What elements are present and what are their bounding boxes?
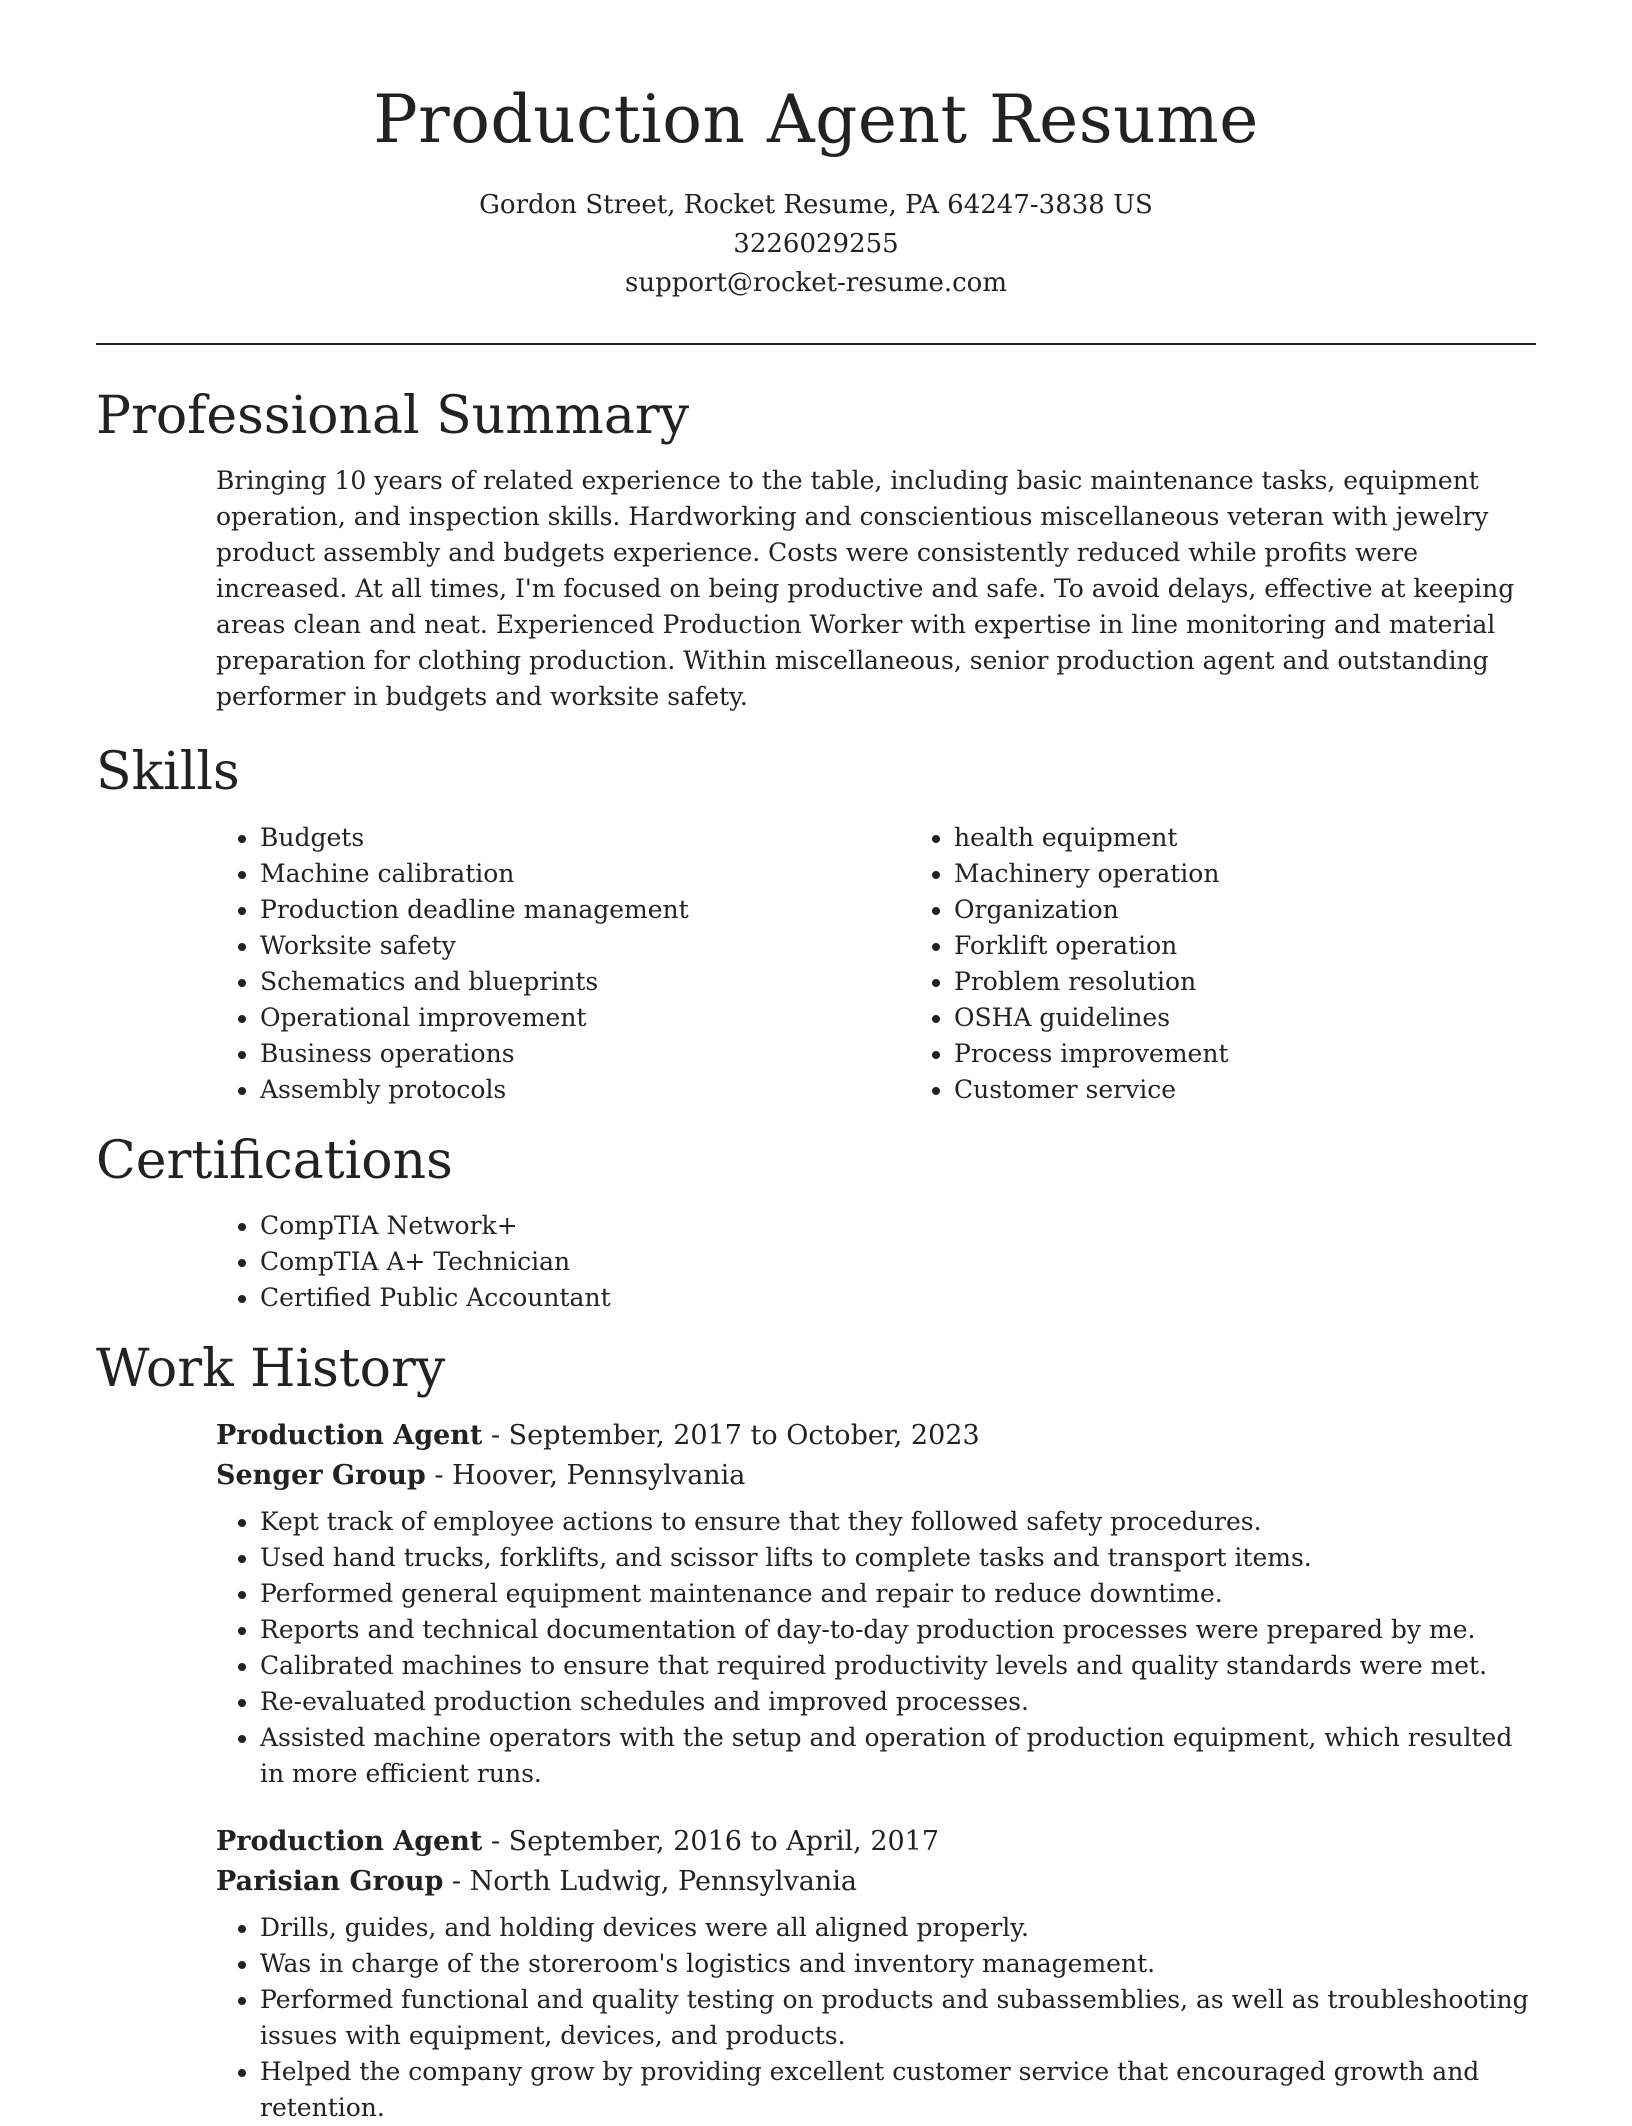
skills-heading: Skills xyxy=(96,742,240,803)
skill-item: • Schematics and blueprints xyxy=(260,964,910,1000)
job-entry xyxy=(216,1416,1536,1792)
job-duty: • Re-evaluated production schedules and improved processes. xyxy=(260,1684,1536,1720)
work-history-section xyxy=(0,1338,1632,2126)
skill-item: • Organization xyxy=(954,892,1604,928)
summary-text: Bringing 10 years of related experience to the table, including basic maintenance tasks, equipment operation, and inspection skills. Hardworking and conscientious miscellaneous veteran with jewelry product assembly and budgets experience. Costs were consistently reduced while profits were increased. At all times, I'm focused on being productive and safe. To avoid delays, effective at keeping areas clean and neat. Experienced Production Worker with expertise in line monitoring and material preparation for clothing production. Within miscellaneous, senior production agent and outstanding performer in budgets and worksite safety. xyxy=(216,466,1515,712)
skill-item: • health equipment xyxy=(954,820,1604,856)
skill-item: • Machine calibration xyxy=(260,856,910,892)
skills-list-right xyxy=(910,820,1604,1108)
job-duty: • Helped the company grow by providing excellent customer service that encouraged growth and retention. xyxy=(260,2054,1536,2126)
contact-block xyxy=(0,186,1632,303)
job-duties-list xyxy=(216,1910,1536,2126)
job-duty: • Drills, guides, and holding devices were all aligned properly. xyxy=(260,1910,1536,1946)
resume-title: Production Agent Resume xyxy=(373,81,1259,158)
skill-item: • Problem resolution xyxy=(954,964,1604,1000)
skill-item: • Process improvement xyxy=(954,1036,1604,1072)
job-dates: - September, 2016 to April, 2017 xyxy=(482,1826,940,1858)
skill-item: • Worksite safety xyxy=(260,928,910,964)
skill-item: • Budgets xyxy=(260,820,910,856)
certification-item: • CompTIA Network+ xyxy=(260,1208,1536,1244)
resume-header xyxy=(0,0,1632,303)
skill-item: • Operational improvement xyxy=(260,1000,910,1036)
job-company-line xyxy=(216,1456,1536,1496)
job-title-line xyxy=(216,1416,1536,1456)
job-company-line xyxy=(216,1862,1536,1902)
skill-item: • Machinery operation xyxy=(954,856,1604,892)
contact-address: Gordon Street, Rocket Resume, PA 64247-3838 US xyxy=(479,189,1153,220)
job-duty: • Performed functional and quality testing on products and subassemblies, as well as troubleshooting issues with equipment, devices, and products. xyxy=(260,1982,1536,2054)
job-duty: • Used hand trucks, forklifts, and scissor lifts to complete tasks and transport items. xyxy=(260,1540,1536,1576)
job-duties-list xyxy=(216,1504,1536,1792)
job-title-line xyxy=(216,1822,1536,1862)
summary-heading: Professional Summary xyxy=(96,385,690,446)
header-divider xyxy=(96,343,1536,345)
job-duty: • Kept track of employee actions to ensure that they followed safety procedures. xyxy=(260,1504,1536,1540)
job-duty: • Calibrated machines to ensure that required productivity levels and quality standards were met. xyxy=(260,1648,1536,1684)
work-history-heading: Work History xyxy=(96,1339,446,1400)
certifications-heading: Certifications xyxy=(96,1130,453,1191)
job-duty: • Performed general equipment maintenance and repair to reduce downtime. xyxy=(260,1576,1536,1612)
contact-phone: 3226029255 xyxy=(733,228,899,259)
job-duty: • Assisted machine operators with the setup and operation of production equipment, which resulted in more efficient runs. xyxy=(260,1720,1536,1792)
skill-item: • Production deadline management xyxy=(260,892,910,928)
skill-item: • Customer service xyxy=(954,1072,1604,1108)
certification-item: • CompTIA A+ Technician xyxy=(260,1244,1536,1280)
skills-list-left xyxy=(216,820,910,1108)
job-location: - North Ludwig, Pennsylvania xyxy=(443,1866,857,1898)
job-duty: • Was in charge of the storeroom's logistics and inventory management. xyxy=(260,1946,1536,1982)
job-company: Parisian Group xyxy=(216,1866,444,1898)
skill-item: • OSHA guidelines xyxy=(954,1000,1604,1036)
job-dates: - September, 2017 to October, 2023 xyxy=(482,1420,980,1452)
summary-section xyxy=(0,385,1632,715)
skill-item: • Forklift operation xyxy=(954,928,1604,964)
job-duty: • Reports and technical documentation of day-to-day production processes were prepared by me. xyxy=(260,1612,1536,1648)
certification-item: • Certified Public Accountant xyxy=(260,1280,1536,1316)
contact-email: support@rocket-resume.com xyxy=(624,267,1007,298)
certifications-list xyxy=(216,1208,1536,1316)
job-company: Senger Group xyxy=(216,1460,426,1492)
job-location: - Hoover, Pennsylvania xyxy=(425,1460,746,1492)
skill-item: • Assembly protocols xyxy=(260,1072,910,1108)
skill-item: • Business operations xyxy=(260,1036,910,1072)
job-title: Production Agent xyxy=(216,1420,483,1452)
skills-section xyxy=(0,741,1632,1107)
job-title: Production Agent xyxy=(216,1826,483,1858)
job-entry xyxy=(216,1822,1536,2126)
certifications-section xyxy=(0,1130,1632,1316)
